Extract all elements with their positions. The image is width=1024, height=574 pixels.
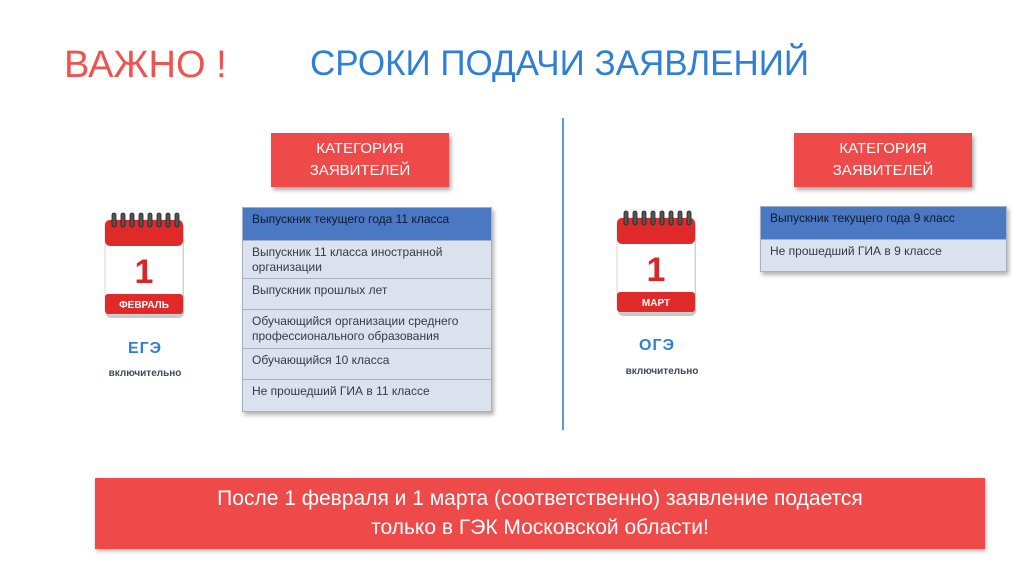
calendar-march-icon [615, 208, 699, 316]
calendar-month: МАРТ [641, 298, 671, 309]
inclusive-label: включительно [108, 368, 182, 379]
calendar-february-icon [103, 210, 187, 318]
category-header-left [271, 133, 449, 187]
notice-line1: После 1 февраля и 1 марта (соответственно) заявление подается [217, 487, 863, 510]
table-row: Обучающийся 10 класса [243, 349, 491, 380]
calendar-day: 1 [134, 253, 154, 291]
category-header-line1: КАТЕГОРИЯ [839, 140, 927, 157]
table-row: Выпускник прошлых лет [243, 279, 491, 310]
notice-line2: только в ГЭК Московской области! [371, 516, 709, 539]
category-header-line2: ЗАЯВИТЕЛЕЙ [832, 162, 934, 179]
important-label: ВАЖНО ! [64, 44, 227, 86]
exam-label-ege: ЕГЭ [127, 340, 163, 357]
table-row: Обучающийся организации среднего профессионального образования [243, 310, 491, 349]
vertical-divider [562, 118, 564, 430]
table-row: Не прошедший ГИА в 11 классе [252, 384, 430, 398]
notice-banner [95, 478, 985, 549]
calendar-day: 1 [646, 251, 666, 289]
category-header-line2: ЗАЯВИТЕЛЕЙ [309, 162, 411, 179]
table-row: Не прошедший ГИА в 9 классе [770, 244, 942, 258]
table-row: Выпускник текущего года 11 класса [243, 208, 491, 241]
exam-label-oge: ОГЭ [639, 337, 675, 354]
category-header-right [794, 133, 972, 187]
calendar-month: ФЕВРАЛЬ [119, 300, 169, 311]
inclusive-label: включительно [625, 366, 699, 377]
table-row: Выпускник текущего года 9 класс [761, 207, 1006, 240]
category-header-line1: КАТЕГОРИЯ [316, 140, 404, 157]
page-title: СРОКИ ПОДАЧИ ЗАЯВЛЕНИЙ [310, 44, 810, 83]
categories-table-right [760, 206, 1007, 272]
table-row: Выпускник 11 класса иностранной организации [243, 241, 491, 279]
categories-table-left [242, 207, 492, 412]
